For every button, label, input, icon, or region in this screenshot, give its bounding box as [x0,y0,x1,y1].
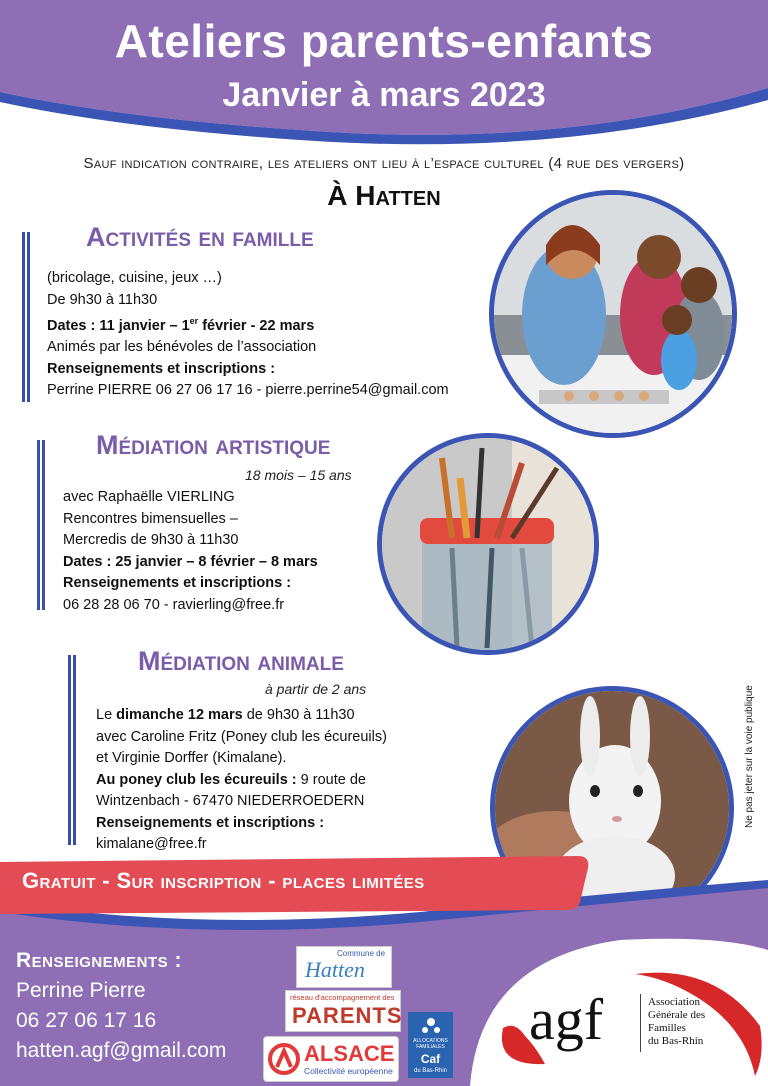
text-segment: avec Caroline Fritz (Poney club les écureuils) [96,728,387,745]
agf-line: Association [648,996,700,1008]
text-segment: avec Raphaëlle VIERLING [63,489,235,505]
parents-logo [285,990,401,1032]
section-line [63,530,383,552]
paintbrush-jar-photo [377,433,599,655]
text-segment: Renseignements et inscriptions : [96,814,325,831]
agf-logo-text: agf [529,987,604,1052]
side-note-text: Ne pas jeter sur la voie publique [744,685,755,828]
text-segment: Mercredis de 9h30 à 11h30 [63,532,239,548]
section-age-animale: à partir de 2 ans [265,681,367,697]
text-segment: et Virginie Dorffer (Kimalane). [96,750,287,766]
section-title-animale: Médiation animale [138,646,344,676]
agf-logo-swoosh [485,966,768,1086]
section-line [47,359,497,381]
page-title: Ateliers parents-enfants [114,15,654,67]
section-body-artistique [63,487,383,616]
text-segment: Dates : 11 janvier – 1 [47,317,190,334]
section-line [47,290,497,312]
hatten-logo [296,946,392,988]
text-segment: Rencontres bimensuelles – [63,510,238,527]
parents-logo-small: réseau d'accompagnement des [290,993,395,1002]
hatten-logo-small: Commune de [337,949,386,958]
text-segment: Wintzenbach - 67470 NIEDERROEDERN [96,793,365,809]
section-body-activites [47,268,497,402]
section-age-artistique: 18 mois – 15 ans [245,467,352,483]
section-bar [27,232,30,402]
section-line [96,770,426,792]
text-segment: Animés par les bénévoles de l’association [47,339,317,356]
agf-logo [485,966,768,1086]
text-segment: 9 route de [296,771,366,788]
section-title-artistique: Médiation artistique [96,430,331,460]
section-bar [42,440,45,610]
section-body-animale [96,705,426,856]
text-segment: février - 22 mars [198,317,315,334]
text-segment: er [189,316,199,326]
caf-logo [408,1012,453,1078]
caf-logo-sub: du Bas-Rhin [413,1068,448,1074]
agf-logo-divider [640,994,641,1052]
section-line [63,509,383,531]
section-line [47,268,497,290]
text-segment: de 9h30 à 11h30 [242,707,355,723]
parents-logo-text: PARENTS [292,1003,403,1028]
section-line [96,705,426,727]
section-line [96,791,426,813]
agf-line: Générale des [648,1009,706,1021]
text-segment: Renseignements et inscriptions : [63,575,292,591]
text-segment: Renseignements et inscriptions : [47,360,276,377]
section-bar [68,655,71,845]
family-cooking-photo [489,190,737,438]
hatten-logo-text: Hatten [305,957,365,982]
text-segment: dimanche 12 mars [116,707,243,723]
caf-logo-mark [421,1016,441,1036]
text-segment: Perrine PIERRE 06 27 06 17 16 - pierre.perrine54@gmail.com [47,382,449,399]
text-segment: Dates : 25 janvier – 8 février – 8 mars [63,553,318,570]
contact-name: Perrine Pierre [16,979,146,1002]
agf-line: du Bas-Rhin [648,1035,704,1047]
caf-logo-top: ALLOCATIONS FAMILIALES [413,1038,448,1050]
alsace-logo-sub: Collectivité européenne [304,1066,393,1076]
free-registration-banner: Gratuit - Sur inscription - places limitées [22,868,425,893]
section-bar [22,232,25,402]
text-segment: De 9h30 à 11h30 [47,291,158,308]
section-line [63,595,383,617]
alsace-logo [263,1036,399,1082]
agf-line: Familles [648,1022,686,1034]
contact-email: hatten.agf@gmail.com [16,1039,227,1062]
section-bar [73,655,76,845]
section-line [63,487,383,509]
caf-logo-text: Caf [420,1052,441,1066]
text-segment: Le [96,707,117,723]
contact-title: Renseignements : [16,949,183,972]
location-intro: Sauf indication contraire, les ateliers ont lieu à l’espace culturel (4 rue des vergers) [83,155,685,172]
town-name: À Hatten [327,180,441,211]
section-line [63,573,383,595]
section-line [47,380,497,402]
agf-logo-lines [648,996,705,1048]
text-segment: Au poney club les écureuils : [96,771,297,788]
section-title-activites: Activités en famille [86,222,314,252]
section-line [96,727,426,749]
alsace-logo-text: ALSACE [304,1041,395,1066]
text-segment: (bricolage, cuisine, jeux …) [47,270,222,286]
contact-phone: 06 27 06 17 16 [16,1009,157,1032]
text-segment: kimalane@free.fr [96,836,207,852]
page-subtitle: Janvier à mars 2023 [222,76,546,114]
alsace-logo-mark [268,1043,300,1075]
text-segment: 06 28 28 06 70 - ravierling@free.fr [63,596,285,613]
section-line [63,552,383,574]
section-line [96,813,426,835]
section-line [96,748,426,770]
section-line [47,311,497,337]
section-line [47,337,497,359]
section-bar [37,440,40,610]
